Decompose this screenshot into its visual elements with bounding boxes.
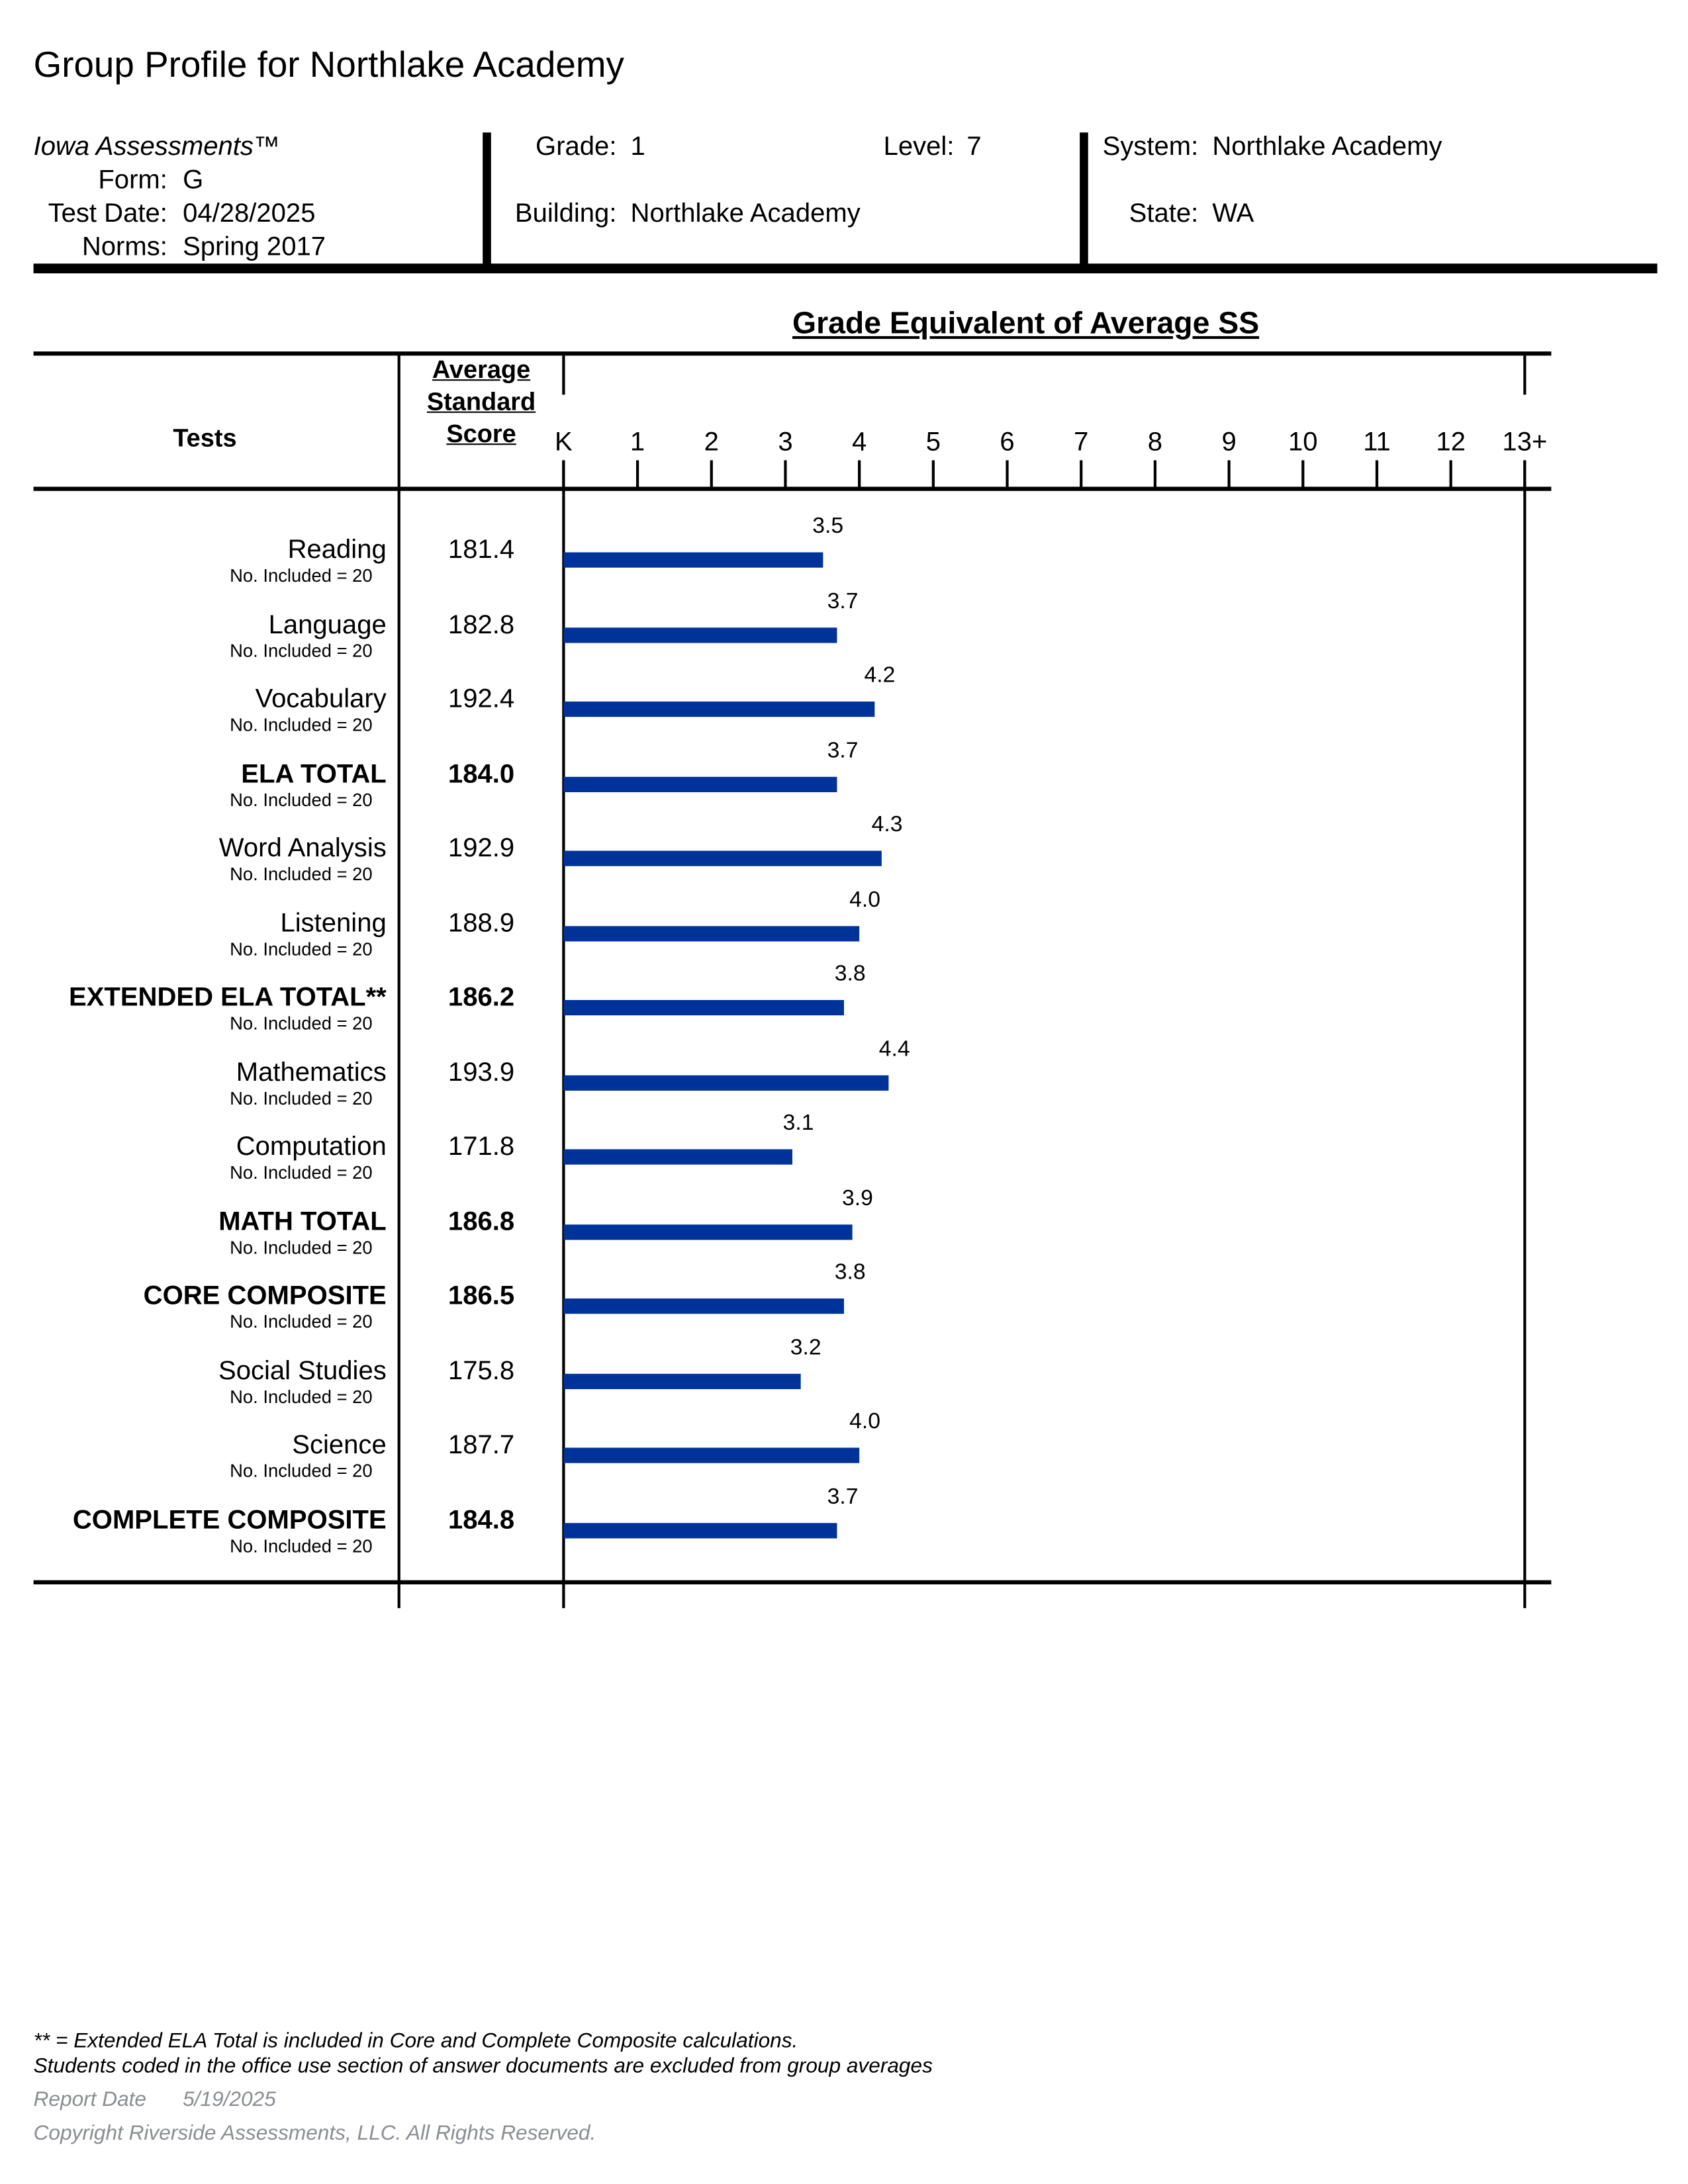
x-tick	[1006, 460, 1008, 488]
average-standard-score: 188.9	[447, 908, 515, 938]
x-tick	[1376, 460, 1378, 488]
product-name: Iowa Assessments™	[33, 132, 280, 162]
table-header-rule	[34, 486, 1552, 490]
test-name: COMPLETE COMPOSITE	[72, 1505, 387, 1535]
ge-value-label: 3.7	[827, 1484, 859, 1509]
included-count: No. Included = 20	[230, 1236, 373, 1257]
ge-value-label: 3.8	[834, 1261, 866, 1285]
copyright: Copyright Riverside Assessments, LLC. All Rights Reserved.	[33, 2121, 596, 2146]
included-count: No. Included = 20	[230, 863, 373, 885]
ge-bar	[563, 851, 881, 866]
average-standard-score: 192.4	[447, 684, 515, 714]
x-tick-label: 12	[1436, 428, 1466, 458]
ge-value-label: 3.9	[841, 1186, 873, 1210]
ge-value-label: 4.2	[864, 664, 896, 688]
score-header	[399, 354, 564, 450]
average-standard-score: 192.9	[447, 834, 515, 864]
included-count: No. Included = 20	[230, 938, 373, 959]
included-count: No. Included = 20	[230, 1385, 373, 1407]
average-standard-score: 186.8	[447, 1206, 515, 1237]
grade-label: Grade:	[536, 132, 617, 162]
included-count: No. Included = 20	[230, 565, 373, 586]
score-header-line: Score	[446, 420, 516, 448]
x-tick	[1301, 460, 1304, 488]
test-date-value: 04/28/2025	[183, 199, 316, 229]
ge-bar	[563, 627, 837, 642]
test-name: Reading	[287, 535, 387, 565]
state-label: State:	[1129, 199, 1199, 229]
x-tick	[858, 460, 861, 488]
footnote-excluded: Students coded in the office use section of answer documents are excluded from group averages	[33, 2054, 933, 2079]
table-top-rule	[34, 351, 1552, 355]
ge-value-label: 4.3	[871, 813, 903, 837]
average-standard-score: 175.8	[447, 1356, 515, 1386]
system-value: Northlake Academy	[1212, 132, 1442, 162]
x-tick-label: 6	[1000, 428, 1015, 458]
test-name: Computation	[236, 1132, 387, 1162]
ge-value-label: 3.2	[790, 1335, 821, 1359]
test-name: EXTENDED ELA TOTAL**	[68, 983, 387, 1013]
footnote-extended-ela: ** = Extended ELA Total is included in Core and Complete Composite calculations.	[33, 2029, 798, 2054]
ge-bar	[563, 1298, 844, 1314]
x-tick-label: 8	[1147, 428, 1163, 458]
norms-value: Spring 2017	[183, 232, 326, 263]
test-name: CORE COMPOSITE	[143, 1281, 387, 1311]
x-tick-label: 3	[778, 428, 793, 458]
x-tick-label: 1	[630, 428, 645, 458]
x-tick-label: 13+	[1502, 428, 1548, 458]
building-label: Building:	[514, 199, 617, 229]
x-tick	[1154, 460, 1156, 488]
form-value: G	[183, 165, 204, 196]
ge-bar	[563, 1224, 852, 1239]
header-divider	[1080, 132, 1088, 266]
included-count: No. Included = 20	[230, 1310, 373, 1332]
included-count: No. Included = 20	[230, 1087, 373, 1109]
axis-end-line	[1523, 460, 1526, 1608]
building-value: Northlake Academy	[630, 199, 861, 229]
x-tick	[784, 460, 786, 488]
table-bottom-rule	[34, 1580, 1552, 1584]
ge-value-label: 3.7	[827, 738, 859, 762]
score-header-line: Average	[432, 355, 531, 384]
x-tick-label: 11	[1363, 428, 1391, 458]
included-count: No. Included = 20	[230, 713, 373, 735]
x-tick-label: K	[555, 428, 573, 458]
test-name: ELA TOTAL	[241, 759, 387, 789]
ge-bar	[563, 1373, 800, 1388]
level-value: 7	[966, 132, 982, 162]
x-tick	[710, 460, 713, 488]
x-tick-label: 9	[1221, 428, 1237, 458]
ge-bar	[563, 1000, 844, 1015]
axis-end-line	[1523, 355, 1526, 394]
included-count: No. Included = 20	[230, 639, 373, 660]
state-value: WA	[1212, 199, 1254, 229]
ge-bar	[563, 1447, 859, 1463]
average-standard-score: 186.5	[447, 1281, 515, 1311]
system-label: System:	[1102, 132, 1199, 162]
ge-bar	[563, 1075, 888, 1090]
x-tick	[932, 460, 935, 488]
ge-bar	[563, 776, 837, 792]
ge-value-label: 3.7	[827, 589, 859, 614]
x-tick-label: 5	[925, 428, 941, 458]
ge-bar	[563, 1149, 792, 1164]
ge-bar	[563, 553, 822, 568]
test-date-label: Test Date:	[48, 199, 167, 229]
ge-value-label: 3.1	[782, 1111, 814, 1136]
ge-bar	[563, 925, 859, 940]
included-count: No. Included = 20	[230, 1535, 373, 1556]
average-standard-score: 181.4	[447, 535, 515, 565]
average-standard-score: 187.7	[447, 1431, 515, 1461]
report-date: 5/19/2025	[183, 2087, 276, 2112]
x-tick	[1450, 460, 1452, 488]
x-tick-label: 7	[1074, 428, 1089, 458]
test-name: Language	[268, 610, 387, 640]
average-standard-score: 186.2	[447, 983, 515, 1013]
level-label: Level:	[883, 132, 955, 162]
page-title: Group Profile for Northlake Academy	[33, 43, 624, 85]
x-tick	[1228, 460, 1231, 488]
average-standard-score: 182.8	[447, 610, 515, 640]
header-divider	[483, 132, 491, 266]
ge-value-label: 4.0	[849, 1410, 881, 1434]
test-name: MATH TOTAL	[218, 1206, 387, 1237]
x-tick-label: 2	[704, 428, 719, 458]
tests-header: Tests	[173, 424, 237, 452]
x-tick	[1080, 460, 1082, 488]
test-name: Word Analysis	[218, 834, 387, 864]
ge-bar	[563, 702, 874, 717]
test-name: Social Studies	[218, 1356, 387, 1386]
grade-value: 1	[630, 132, 645, 162]
test-name: Listening	[280, 908, 387, 938]
x-tick-label: 4	[852, 428, 867, 458]
test-name: Vocabulary	[255, 684, 387, 714]
test-name: Mathematics	[236, 1058, 387, 1087]
ge-value-label: 3.5	[812, 514, 844, 539]
report-date-label: Report Date	[33, 2087, 147, 2112]
included-count: No. Included = 20	[230, 788, 373, 810]
header-rule	[34, 263, 1658, 273]
average-standard-score: 193.9	[447, 1058, 515, 1087]
chart-title: Grade Equivalent of Average SS	[792, 305, 1260, 341]
test-name: Science	[292, 1431, 387, 1461]
average-standard-score: 184.8	[447, 1505, 515, 1535]
included-count: No. Included = 20	[230, 1460, 373, 1482]
included-count: No. Included = 20	[230, 1161, 373, 1183]
ge-bar	[563, 1522, 837, 1537]
average-standard-score: 184.0	[447, 759, 515, 789]
form-label: Form:	[98, 165, 167, 196]
score-header-line: Standard	[426, 387, 536, 416]
ge-value-label: 3.8	[834, 962, 866, 986]
norms-label: Norms:	[81, 232, 167, 263]
average-standard-score: 171.8	[447, 1132, 515, 1162]
x-tick-label: 10	[1288, 428, 1318, 458]
x-tick	[636, 460, 639, 488]
x-tick	[1523, 460, 1526, 488]
ge-value-label: 4.4	[878, 1036, 910, 1061]
included-count: No. Included = 20	[230, 1012, 373, 1034]
x-tick	[562, 460, 565, 488]
ge-value-label: 4.0	[849, 887, 881, 912]
